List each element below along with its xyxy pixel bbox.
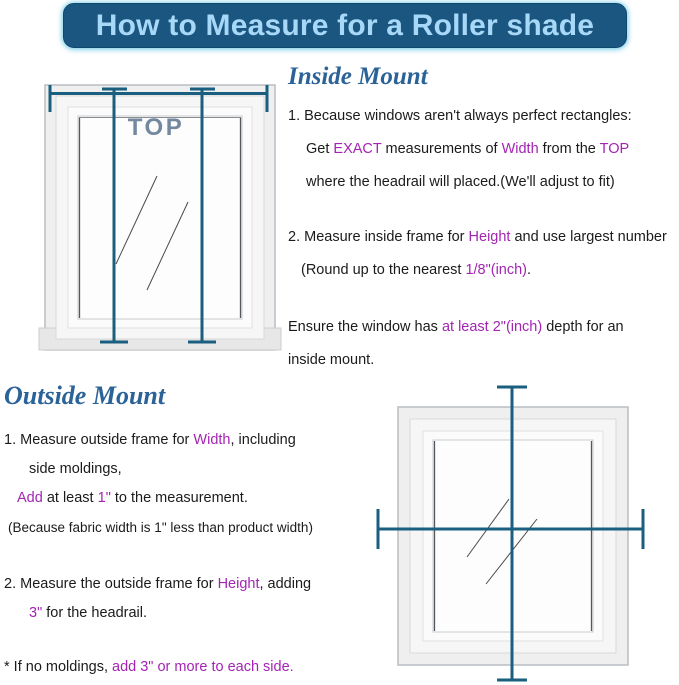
text-segment: . [527,262,532,278]
text-line [4,426,372,455]
highlighted-text: TOP [599,141,630,157]
text-segment: measurements of [381,141,502,157]
text-segment: 2. Measure inside frame for [288,229,469,245]
inside-mount-window-illustration [26,76,284,358]
outside-mount-heading: Outside Mount [4,381,166,410]
text-line [4,455,372,484]
text-segment: from the [538,141,600,157]
highlighted-text: Width [501,141,539,157]
text-segment: , adding [259,576,312,592]
text-segment: at least [42,490,98,506]
text-segment: , including [230,432,296,448]
highlighted-text: 1/8"(inch) [465,262,528,278]
text-line [288,100,679,133]
text-segment: Get [306,141,334,157]
text-segment: * If no moldings, [4,659,112,675]
inside-mount-section [288,62,679,377]
outside-mount-instructions [4,426,372,682]
highlighted-text: Width [193,432,231,448]
text-line [4,653,372,682]
title-banner [63,3,627,48]
highlighted-text: at least 2"(inch) [441,319,543,335]
text-line [4,599,372,628]
text-line [288,133,679,166]
text-segment: and use largest number [510,229,667,245]
text-segment: side moldings, [29,461,122,477]
text-segment: Ensure the window has [288,319,442,335]
inside-mount-instructions [288,100,679,377]
text-segment: (Round up to the nearest [301,262,466,278]
text-line [288,254,679,287]
outside-mount-diagram [371,377,655,685]
text-segment: 2. Measure the outside frame for [4,576,218,592]
text-segment: depth for an [542,319,624,335]
text-segment: where the headrail will placed.(We'll adjust to fit) [306,174,615,190]
highlighted-text: 3" [29,605,43,621]
outside-mount-window-illustration [371,377,655,685]
text-segment: (Because fabric width is 1" less than product width) [8,520,313,535]
text-line [288,221,679,254]
highlighted-text: Height [217,576,260,592]
glass-pane [78,116,242,319]
text-segment: to the measurement. [110,490,248,506]
highlighted-text: Add [17,490,43,506]
text-segment: inside mount. [288,352,375,368]
text-segment: 1. Measure outside frame for [4,432,194,448]
page-title: How to Measure for a Roller shade [95,8,595,42]
highlighted-text: add 3" or more to each side. [112,659,294,675]
highlighted-text: Height [468,229,511,245]
text-line [288,344,679,377]
text-line [288,311,679,344]
text-segment: 1. Because windows aren't always perfect rectangles: [288,108,632,124]
top-label: TOP [127,114,185,141]
highlighted-text: EXACT [333,141,382,157]
text-line [288,166,679,199]
text-line [4,570,372,599]
outside-mount-section [4,380,372,682]
inside-mount-heading: Inside Mount [288,63,428,90]
text-segment: for the headrail. [42,605,148,621]
text-line [4,513,372,542]
inside-mount-diagram [26,76,284,363]
text-line [4,484,372,513]
highlighted-text: 1" [97,490,111,506]
